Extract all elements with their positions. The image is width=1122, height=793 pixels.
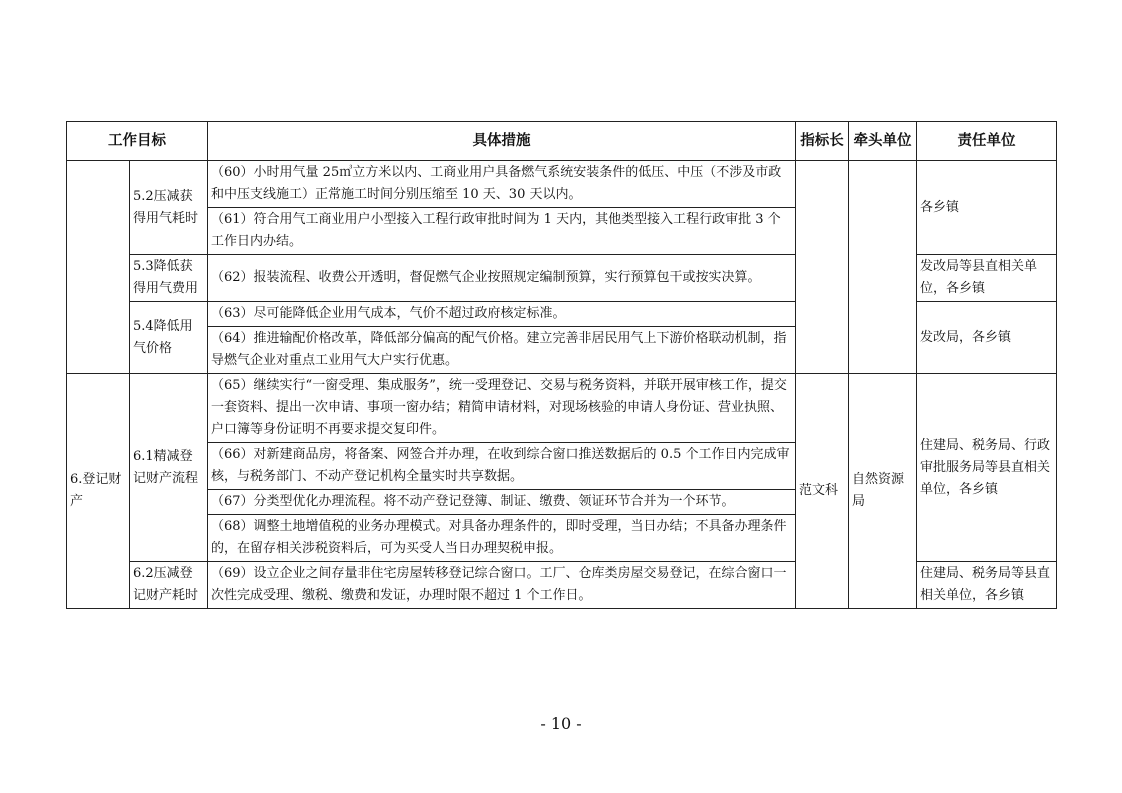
responsible-unit-6-2: 住建局、税务局等县直相关单位，各乡镇 [917,562,1057,609]
measure-67: （67）分类型优化办理流程。将不动产登记登簿、制证、缴费、领证环节合并为一个环节。 [208,490,796,515]
measure-69: （69）设立企业之间存量非住宅房屋转移登记综合窗口。工厂、仓库类房屋交易登记，在综合窗口一次性完成受理、缴税、缴费和发证，办理时限不超过 1 个工作日。 [208,562,796,609]
measure-65: （65）继续实行“一窗受理、集成服务”，统一受理登记、交易与税务资料，并联开展审核工作，提交一套资料、提出一次申请、事项一窗办结；精简申请材料，对现场核验的申请人身份证、营业执照、户口簿等身份证明不再要求提交复印件。 [208,374,796,443]
lead-unit-6: 自然资源局 [849,374,917,609]
header-measures: 具体措施 [208,122,796,161]
subgoal-5-4: 5.4降低用气价格 [130,302,208,374]
measure-63: （63）尽可能降低企业用气成本，气价不超过政府核定标准。 [208,302,796,327]
measure-66: （66）对新建商品房，将备案、网签合并办理，在收到综合窗口推送数据后的 0.5 个工作日内完成审核，与税务部门、不动产登记机构全量实时共享数据。 [208,443,796,490]
responsible-unit-6-1: 住建局、税务局、行政审批服务局等县直相关单位，各乡镇 [917,374,1057,562]
table-row [67,161,1057,208]
indicator-chief-5 [796,161,849,374]
measure-68: （68）调整土地增值税的业务办理模式。对具备办理条件的，即时受理，当日办结；不具备办理条件的，在留存相关涉税资料后，可为买受人当日办理契税申报。 [208,515,796,562]
measure-60: （60）小时用气量 25㎥立方米以内、工商业用户具备燃气系统安装条件的低压、中压（不涉及市政和中压支线施工）正常施工时间分别压缩至 10 天、30 天以内。 [208,161,796,208]
subgoal-5-3: 5.3降低获得用气费用 [130,255,208,302]
measure-64: （64）推进输配价格改革，降低部分偏高的配气价格。建立完善非居民用气上下游价格联动机制，指导燃气企业对重点工业用气大户实行优惠。 [208,327,796,374]
work-plan-table [66,121,1057,609]
table-row [67,374,1057,443]
header-indicator-chief: 指标长 [796,122,849,161]
responsible-unit-5-3: 发改局等县直相关单位，各乡镇 [917,255,1057,302]
responsible-unit-5-4: 发改局，各乡镇 [917,302,1057,374]
lead-unit-5 [849,161,917,374]
table-header-row [67,122,1057,161]
page-number: - 10 - [540,714,582,733]
header-goal: 工作目标 [67,122,208,161]
subgoal-6-1: 6.1精减登记财产流程 [130,374,208,562]
subgoal-6-2: 6.2压减登记财产耗时 [130,562,208,609]
indicator-chief-6: 范文科 [796,374,849,609]
subgoal-5-2: 5.2压减获得用气耗时 [130,161,208,255]
header-responsible-unit: 责任单位 [917,122,1057,161]
measure-62: （62）报装流程、收费公开透明，督促燃气企业按照规定编制预算，实行预算包干或按实决算。 [208,255,796,302]
goal-5-cell [67,161,130,374]
goal-6-register-property: 6.登记财产 [67,374,130,609]
measure-61: （61）符合用气工商业用户小型接入工程行政审批时间为 1 天内，其他类型接入工程行政审批 3 个工作日内办结。 [208,208,796,255]
header-lead-unit: 牵头单位 [849,122,917,161]
responsible-unit-5-2: 各乡镇 [917,161,1057,255]
